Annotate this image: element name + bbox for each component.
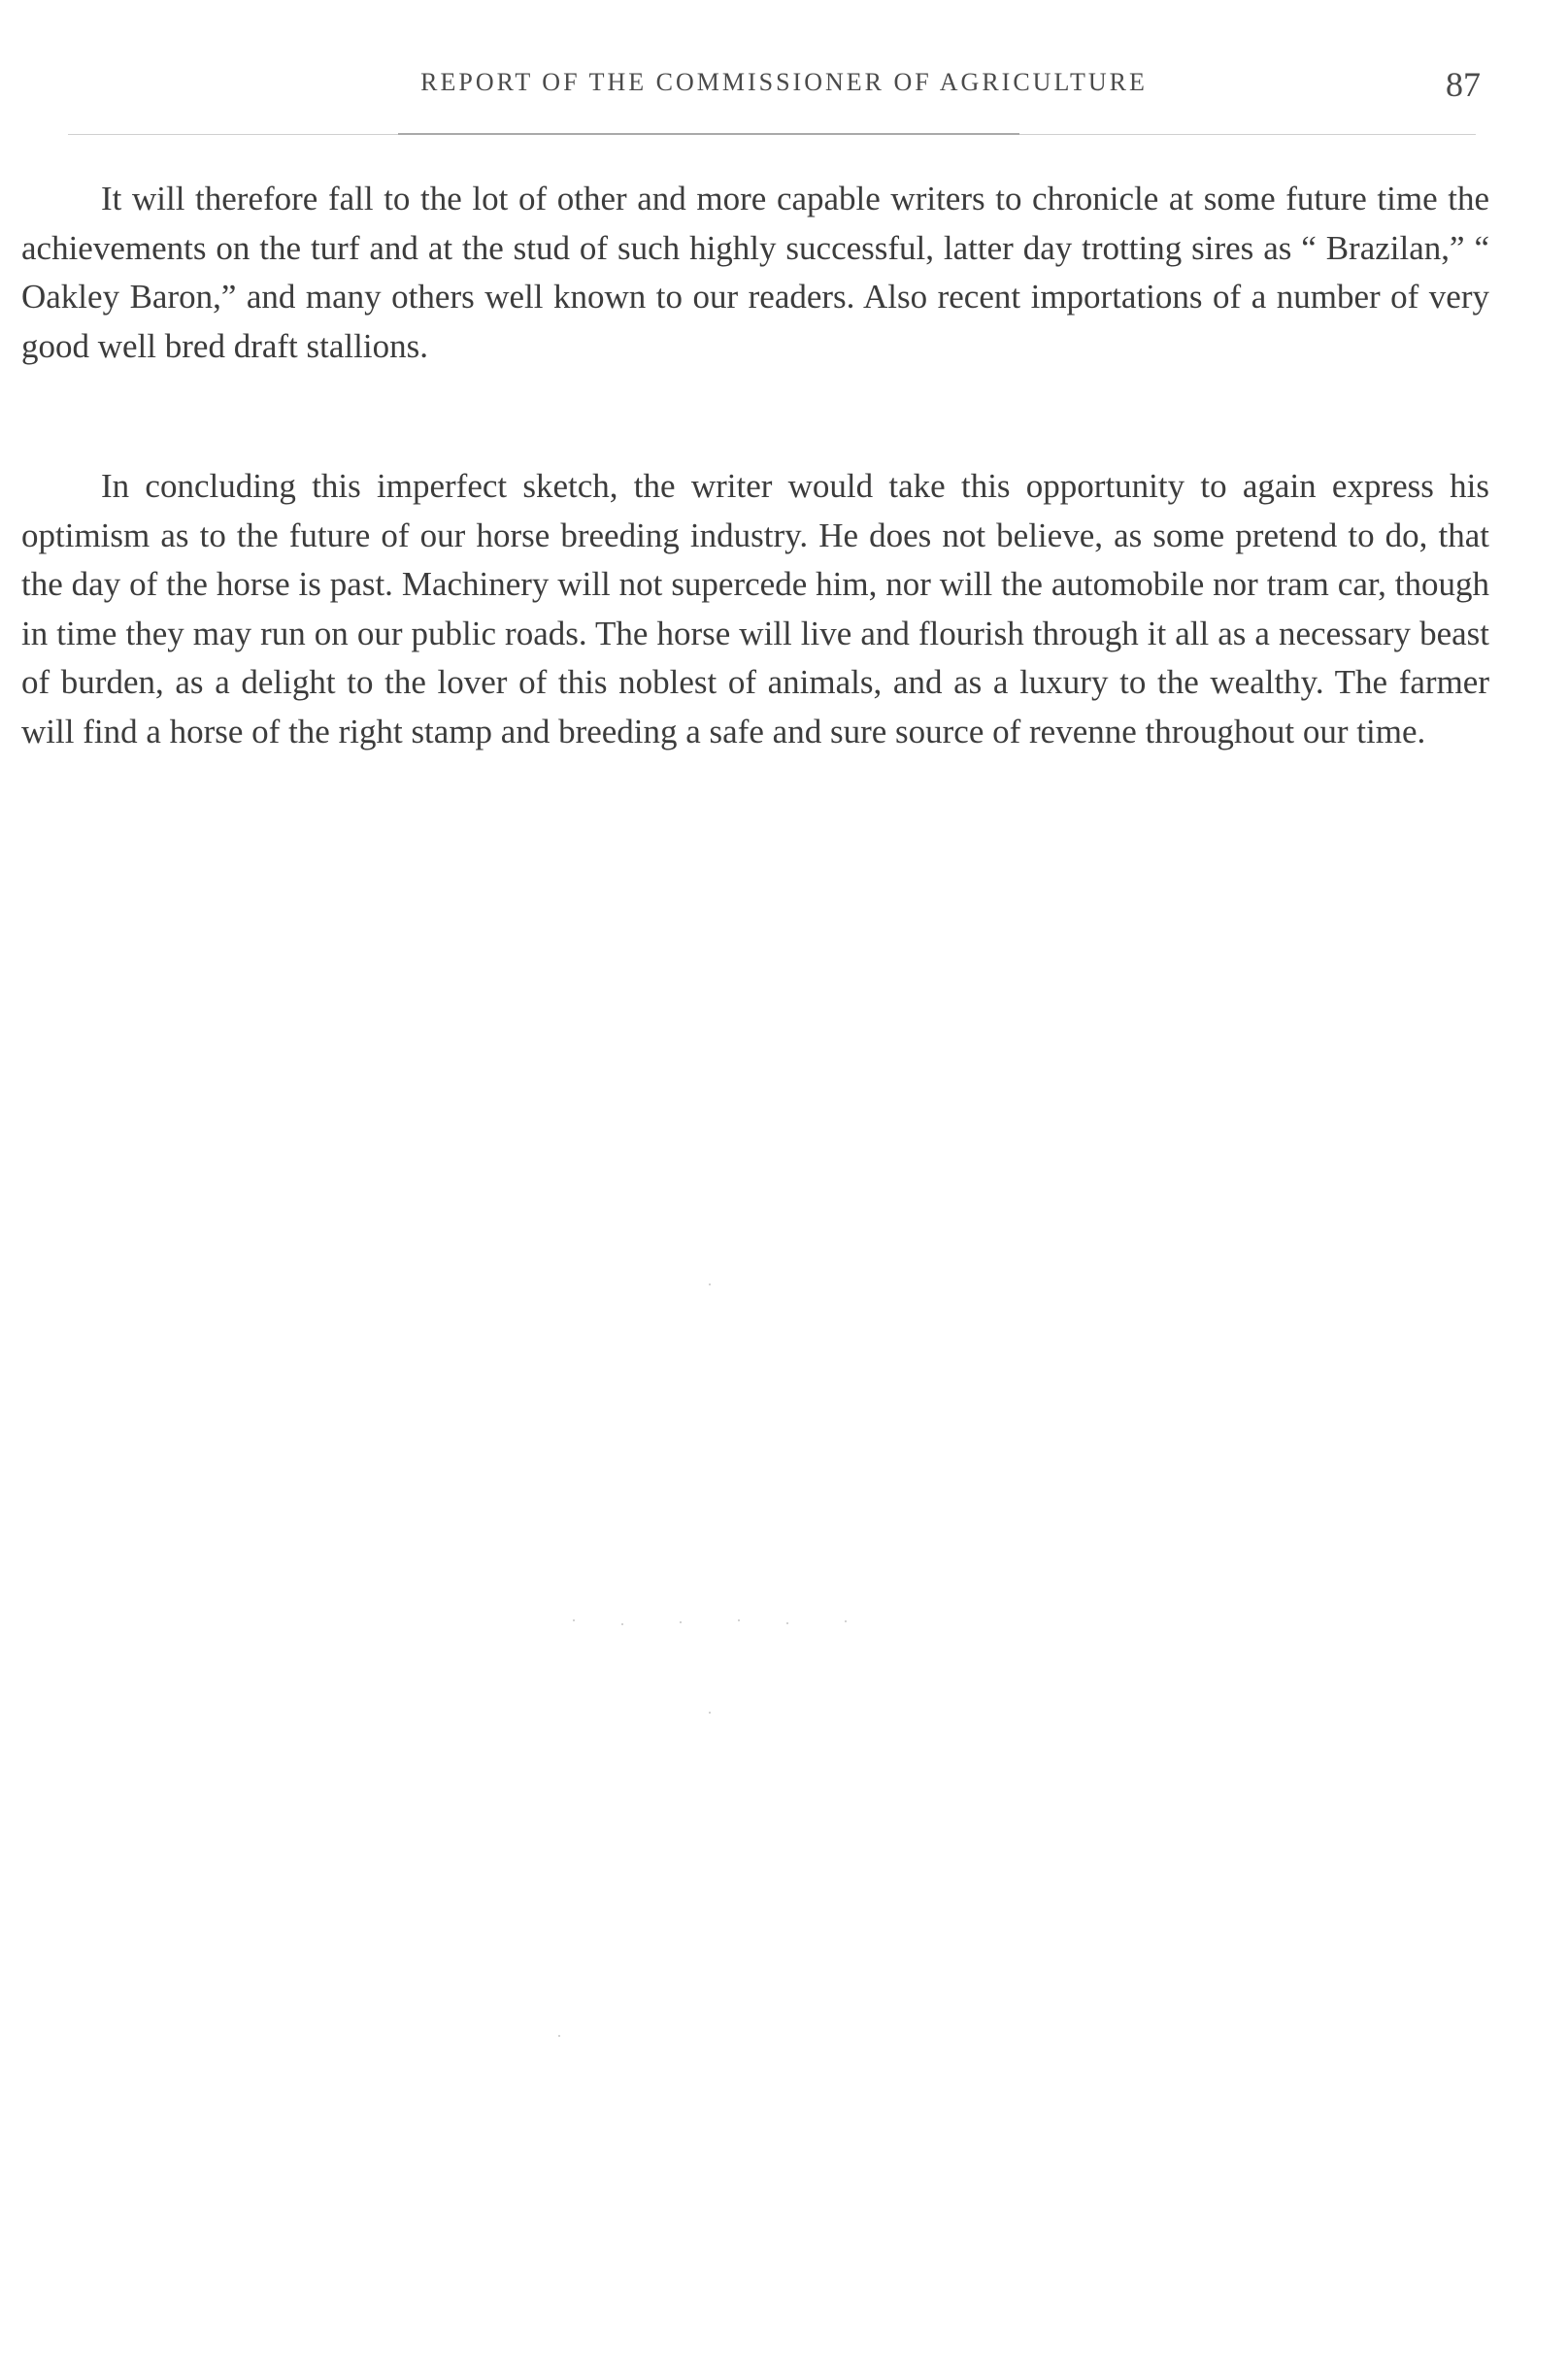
page-number: 87 [1446,65,1481,104]
scan-speck [786,1622,788,1624]
scan-speck [621,1623,623,1625]
scan-speck [558,2035,560,2037]
paragraph-1: It will therefore fall to the lot of other and more capable writers to chronicle at some future time the achievements on the turf and at the stud of such highly successful, latter day trotting sires as “ Brazilan,” “ Oakley Baron,” and many others well known to our readers. Also recent importations of a number of very good well bred draft stallions. [21,180,1489,365]
scan-speck [573,1619,575,1621]
scan-speck [709,1712,711,1714]
header-rule-accent [398,133,1019,135]
scan-speck [845,1620,847,1622]
scan-speck [680,1621,682,1623]
running-header [0,64,1568,113]
running-title: REPORT OF THE COMMISSIONER OF AGRICULTURE [420,68,1148,96]
paragraph-2: In concluding this imperfect sketch, the writer would take this opportunity to again express his optimism as to the future of our horse breeding industry. He does not believe, as some pretend to do, that the day of the horse is past. Machinery will not supercede him, nor will the automobile nor tram car, though in time they may run on our public roads. The horse will live and flourish through it all as a necessary beast of burden, as a delight to the lover of this noblest of animals, and as a luxury to the wealthy. The farmer will find a horse of the right stamp and breeding a safe and sure source of revenne throughout our time. [21,467,1489,750]
scan-speck [738,1619,740,1621]
scan-speck [709,1283,711,1285]
